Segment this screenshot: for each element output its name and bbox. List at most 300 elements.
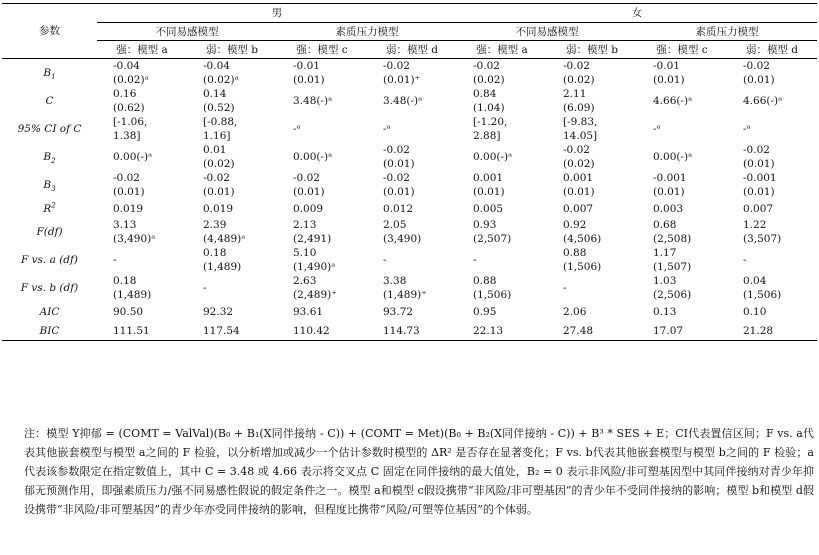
estimate-text: -0.02: [113, 172, 140, 184]
estimate-text: -0.02: [743, 144, 770, 156]
value-stack: [743, 324, 801, 338]
param-superscript: 2: [51, 201, 56, 209]
value-stack: [113, 171, 171, 199]
value-stack: [473, 59, 531, 87]
estimate-text: 0.13: [653, 305, 677, 318]
value-stack: [203, 305, 261, 319]
value-stack: [563, 246, 621, 274]
value-cell: [97, 321, 187, 341]
value-cell: [457, 143, 547, 171]
se-text: (0.01): [743, 74, 775, 86]
estimate-text: -0.001: [743, 172, 777, 184]
se-text: (3,507): [743, 233, 782, 245]
value-stack: [293, 171, 351, 199]
value-cell: [727, 246, 817, 274]
value-stack: [653, 202, 711, 216]
value-stack: [113, 150, 171, 164]
value-cell: [367, 302, 457, 321]
value-stack: [563, 324, 621, 338]
value-stack: [203, 218, 261, 246]
value-cell: [97, 274, 187, 302]
se-text: 1.16]: [203, 130, 231, 142]
value-stack: [383, 305, 441, 319]
value-stack: [293, 246, 351, 274]
estimate-text: 0.001: [563, 172, 594, 184]
value-stack: [293, 59, 351, 87]
value-cell: [727, 59, 817, 88]
estimate-text: 4.66(-)ᵃ: [743, 95, 783, 107]
param-name: 95% CI of C: [17, 123, 82, 135]
se-text: (3,490): [383, 233, 422, 245]
param-cell: [2, 321, 97, 341]
value-stack: [473, 115, 531, 143]
group-header: 素质压力模型: [277, 23, 457, 41]
estimate-text: 3.13: [113, 219, 137, 231]
value-cell: [367, 218, 457, 246]
estimate-text: -0.04: [113, 60, 140, 72]
estimate-text: -0.02: [383, 172, 410, 184]
value-cell: [727, 115, 817, 143]
table-note: [24, 424, 814, 519]
se-text: (1,489)⁺: [383, 289, 427, 301]
value-stack: [203, 171, 261, 199]
se-text: (1.04): [473, 102, 505, 114]
estimate-text: -: [743, 254, 747, 266]
value-cell: [277, 218, 367, 246]
value-stack: [653, 122, 711, 136]
estimate-text: 5.10: [293, 247, 317, 259]
param-cell: [2, 199, 97, 218]
value-cell: [637, 115, 727, 143]
table-row: [2, 143, 817, 171]
estimate-text: 90.50: [113, 305, 144, 318]
param-cell: [2, 218, 97, 246]
note-text: 注：模型 Y抑郁 = (COMT = ValVal)(B₀ + B₁(X同伴接纳 - C)) + (COMT = Met)(B₀ + B₂(X同伴接纳 - C)) + B³ * SES + E；CI代表置信区间；F vs. a代表其他嵌套模型与模型 a之间的 F 检验，以分析增加或减少一个估计参数时模型的 ΔR² 是否存在显著变化；F vs. b代表其他嵌套模型与模型 b之间的 F 检验；a代表该参数限定在指定数值上，其中 C = 3.48 或 4.66 表示将交叉点 C 固定在同伴接纳的最大值处，B₂ = 0 表示非风险/非可塑基因型中其同伴接纳对青少年抑郁无预测作用，即强素质压力/强不同易感性假说的假定条件之一。模型 a和模型 c假设携带“非风险/非可塑基因”的青少年不受同伴接纳的影响；模型 b和模型 d假设携带“非风险/非可塑基因”的青少年亦受同伴接纳的影响，但程度比携带“风险/可塑等位基因”的个体弱。: [24, 427, 814, 516]
estimate-text: -: [383, 254, 387, 266]
value-stack: [293, 305, 351, 319]
value-cell: [277, 246, 367, 274]
value-stack: [203, 143, 261, 171]
value-cell: [457, 302, 547, 321]
estimate-text: -0.001: [653, 172, 687, 184]
value-cell: [277, 115, 367, 143]
estimate-text: [-0.88,: [203, 116, 238, 128]
estimate-text: 93.61: [293, 305, 324, 318]
value-stack: [743, 218, 801, 246]
value-cell: [457, 274, 547, 302]
value-stack: [473, 87, 531, 115]
se-text: (1,506): [743, 289, 782, 301]
estimate-text: 0.88: [473, 275, 497, 287]
param-cell: [2, 274, 97, 302]
estimate-text: -0.01: [653, 60, 680, 72]
model-header: 强：模型 a: [97, 41, 187, 59]
value-cell: [367, 321, 457, 341]
estimate-text: 0.003: [653, 202, 684, 215]
estimate-text: 0.10: [743, 305, 767, 318]
value-stack: [383, 171, 441, 199]
estimate-text: -0.02: [563, 60, 590, 72]
param-cell: [2, 59, 97, 88]
estimate-text: -0.02: [383, 144, 410, 156]
estimate-text: 0.001: [473, 172, 504, 184]
value-cell: [547, 246, 637, 274]
estimate-text: 111.51: [113, 324, 150, 337]
value-cell: [637, 218, 727, 246]
param-cell: [2, 171, 97, 199]
estimate-text: 4.66(-)ᵃ: [653, 95, 693, 107]
estimate-text: 0.009: [293, 202, 324, 215]
value-stack: [743, 253, 801, 267]
value-stack: [113, 253, 171, 267]
table-body: [2, 59, 817, 341]
value-cell: [727, 171, 817, 199]
se-text: (0.02)ᵃ: [113, 74, 149, 86]
value-cell: [637, 274, 727, 302]
value-cell: [367, 87, 457, 115]
se-text: (4,489)ᵃ: [203, 233, 246, 245]
se-text: (1,489): [113, 289, 152, 301]
value-cell: [637, 302, 727, 321]
se-text: (1,490)ᵃ: [293, 261, 336, 273]
se-text: (2,491): [293, 233, 332, 245]
value-cell: [457, 59, 547, 88]
value-stack: [743, 202, 801, 216]
value-stack: [473, 274, 531, 302]
param-subscript: 1: [51, 73, 56, 82]
value-stack: [383, 122, 441, 136]
model-header: 弱：模型 b: [187, 41, 277, 59]
value-stack: [743, 171, 801, 199]
param-cell: [2, 115, 97, 143]
value-stack: [293, 324, 351, 338]
param-name: C: [45, 95, 54, 107]
estimate-text: 0.00(-)ᵃ: [653, 151, 693, 163]
value-stack: [743, 305, 801, 319]
value-cell: [97, 218, 187, 246]
value-stack: [113, 324, 171, 338]
estimate-text: -ᵃ: [743, 123, 751, 135]
estimate-text: -0.02: [383, 60, 410, 72]
value-cell: [277, 274, 367, 302]
value-cell: [367, 115, 457, 143]
value-stack: [473, 324, 531, 338]
model-header: 弱：模型 d: [367, 41, 457, 59]
value-stack: [653, 305, 711, 319]
value-stack: [113, 87, 171, 115]
value-cell: [277, 59, 367, 88]
estimate-text: 3.48(-)ᵃ: [383, 95, 423, 107]
value-stack: [113, 305, 171, 319]
model-header: 弱：模型 d: [727, 41, 817, 59]
se-text: (0.62): [113, 102, 145, 114]
se-text: (2,506): [653, 289, 692, 301]
table-row: [2, 246, 817, 274]
value-cell: [457, 115, 547, 143]
value-cell: [547, 115, 637, 143]
value-cell: [367, 199, 457, 218]
value-stack: [743, 274, 801, 302]
estimate-text: 0.68: [653, 219, 677, 231]
value-cell: [727, 87, 817, 115]
value-stack: [113, 59, 171, 87]
table-row: [2, 321, 817, 341]
value-stack: [563, 59, 621, 87]
value-cell: [97, 302, 187, 321]
value-cell: [727, 302, 817, 321]
estimate-text: 0.00(-)ᵃ: [293, 151, 333, 163]
model-header: 强：模型 c: [277, 41, 367, 59]
value-cell: [277, 143, 367, 171]
value-stack: [473, 218, 531, 246]
value-stack: [743, 143, 801, 171]
se-text: (0.02): [203, 158, 235, 170]
estimate-text: 2.05: [383, 219, 407, 231]
table-row: [2, 87, 817, 115]
estimate-text: 3.38: [383, 275, 407, 287]
se-text: (2,507): [473, 233, 512, 245]
value-cell: [277, 87, 367, 115]
value-cell: [547, 199, 637, 218]
value-cell: [97, 87, 187, 115]
value-stack: [563, 143, 621, 171]
value-stack: [473, 171, 531, 199]
value-cell: [727, 218, 817, 246]
estimate-text: 1.03: [653, 275, 677, 287]
se-text: (0.01): [203, 186, 235, 198]
value-stack: [113, 115, 171, 143]
value-cell: [547, 143, 637, 171]
value-cell: [367, 143, 457, 171]
value-stack: [113, 274, 171, 302]
estimate-text: 0.019: [203, 202, 234, 215]
se-text: 14.05]: [563, 130, 598, 142]
estimate-text: 0.18: [203, 247, 227, 259]
estimate-text: -ᵃ: [653, 123, 661, 135]
group-header: 不同易感模型: [457, 23, 637, 41]
value-stack: [383, 218, 441, 246]
estimate-text: 0.04: [743, 275, 767, 287]
se-text: (1,507): [653, 261, 692, 273]
se-text: (0.01): [383, 158, 415, 170]
se-text: (2,489)⁺: [293, 289, 337, 301]
param-name: F vs. b (df): [20, 282, 79, 294]
value-stack: [563, 218, 621, 246]
value-cell: [187, 171, 277, 199]
value-cell: [367, 171, 457, 199]
se-text: (0.01): [293, 186, 325, 198]
value-cell: [727, 274, 817, 302]
se-text: (4,506): [563, 233, 602, 245]
value-cell: [547, 321, 637, 341]
estimate-text: 21.28: [743, 324, 774, 337]
estimate-text: 17.07: [653, 324, 684, 337]
estimate-text: 0.01: [203, 144, 227, 156]
value-stack: [473, 253, 531, 267]
estimate-text: 3.48(-)ᵃ: [293, 95, 333, 107]
group-header: 素质压力模型: [637, 23, 817, 41]
value-stack: [293, 218, 351, 246]
estimate-text: 0.019: [113, 202, 144, 215]
value-cell: [97, 115, 187, 143]
value-stack: [383, 274, 441, 302]
param-header: 参数: [2, 4, 97, 59]
estimate-text: -: [473, 254, 477, 266]
value-stack: [743, 94, 801, 108]
value-stack: [563, 87, 621, 115]
value-stack: [293, 202, 351, 216]
model-header: 弱：模型 b: [547, 41, 637, 59]
param-name: AIC: [39, 305, 60, 318]
table-row: [2, 59, 817, 88]
estimate-text: 0.92: [563, 219, 587, 231]
se-text: (0.01): [383, 186, 415, 198]
value-cell: [457, 171, 547, 199]
male-header: 男: [97, 4, 457, 23]
value-stack: [383, 253, 441, 267]
param-cell: [2, 246, 97, 274]
estimate-text: 0.007: [743, 202, 774, 215]
value-cell: [187, 199, 277, 218]
se-text: (3,490)ᵃ: [113, 233, 156, 245]
table-row: [2, 302, 817, 321]
se-text: (0.01): [563, 186, 595, 198]
value-cell: [457, 87, 547, 115]
table-row: [2, 199, 817, 218]
value-cell: [547, 302, 637, 321]
value-stack: [203, 59, 261, 87]
value-cell: [187, 274, 277, 302]
estimate-text: -: [113, 254, 117, 266]
se-text: (0.02): [563, 158, 595, 170]
param-subscript: 2: [51, 157, 56, 166]
se-text: (2,508): [653, 233, 692, 245]
estimate-text: 0.00(-)ᵃ: [473, 151, 513, 163]
value-cell: [457, 321, 547, 341]
value-stack: [203, 281, 261, 295]
value-cell: [277, 199, 367, 218]
param-subscript: 3: [51, 185, 56, 194]
value-cell: [97, 199, 187, 218]
value-stack: [203, 246, 261, 274]
value-stack: [653, 150, 711, 164]
se-text: (0.52): [203, 102, 235, 114]
value-stack: [653, 324, 711, 338]
value-stack: [113, 218, 171, 246]
estimate-text: 93.72: [383, 305, 414, 318]
estimate-text: 2.63: [293, 275, 317, 287]
estimate-text: 2.39: [203, 219, 227, 231]
value-cell: [277, 302, 367, 321]
value-cell: [187, 302, 277, 321]
estimate-text: -0.02: [473, 60, 500, 72]
estimate-text: [-1.06,: [113, 116, 148, 128]
estimate-text: -: [563, 282, 567, 294]
value-cell: [727, 199, 817, 218]
value-stack: [653, 94, 711, 108]
regression-table: [2, 3, 817, 341]
value-cell: [457, 218, 547, 246]
estimate-text: 0.012: [383, 202, 414, 215]
estimate-text: 114.73: [383, 324, 420, 337]
value-stack: [743, 122, 801, 136]
model-header: 强：模型 c: [637, 41, 727, 59]
value-cell: [547, 59, 637, 88]
value-cell: [547, 218, 637, 246]
value-stack: [563, 281, 621, 295]
value-stack: [293, 150, 351, 164]
estimate-text: 0.007: [563, 202, 594, 215]
estimate-text: 1.17: [653, 247, 677, 259]
se-text: (0.01): [293, 74, 325, 86]
se-text: (0.02): [563, 74, 595, 86]
value-cell: [187, 59, 277, 88]
param-cell: [2, 87, 97, 115]
value-stack: [293, 274, 351, 302]
value-stack: [653, 171, 711, 199]
value-stack: [383, 202, 441, 216]
group-header: 不同易感模型: [97, 23, 277, 41]
female-header: 女: [457, 4, 817, 23]
estimate-text: 22.13: [473, 324, 504, 337]
value-stack: [203, 202, 261, 216]
se-text: 1.38]: [113, 130, 141, 142]
value-cell: [367, 59, 457, 88]
estimate-text: 0.95: [473, 305, 497, 318]
value-cell: [187, 321, 277, 341]
value-stack: [653, 59, 711, 87]
value-stack: [383, 324, 441, 338]
value-stack: [653, 218, 711, 246]
value-cell: [547, 274, 637, 302]
estimate-text: 0.16: [113, 88, 137, 100]
estimate-text: -ᵃ: [383, 123, 391, 135]
estimate-text: -0.02: [203, 172, 230, 184]
value-cell: [637, 199, 727, 218]
value-stack: [203, 87, 261, 115]
estimate-text: -0.02: [563, 144, 590, 156]
se-text: (1,489): [203, 261, 242, 273]
param-name: F(df): [36, 226, 63, 238]
estimate-text: 0.18: [113, 275, 137, 287]
value-cell: [367, 246, 457, 274]
value-stack: [473, 150, 531, 164]
se-text: (0.01)⁺: [383, 74, 421, 86]
value-cell: [277, 171, 367, 199]
param-name: B: [43, 179, 52, 191]
se-text: (0.02): [473, 74, 505, 86]
estimate-text: -ᵃ: [293, 123, 301, 135]
estimate-text: -0.04: [203, 60, 230, 72]
se-text: (0.01): [743, 186, 775, 198]
value-cell: [97, 143, 187, 171]
value-cell: [457, 199, 547, 218]
estimate-text: 0.93: [473, 219, 497, 231]
value-cell: [637, 171, 727, 199]
table-row: [2, 171, 817, 199]
estimate-text: 0.00(-)ᵃ: [113, 151, 153, 163]
estimate-text: -0.02: [743, 60, 770, 72]
estimate-text: [-9.83,: [563, 116, 598, 128]
value-stack: [203, 115, 261, 143]
value-cell: [637, 143, 727, 171]
value-cell: [547, 87, 637, 115]
value-stack: [473, 305, 531, 319]
estimate-text: -0.02: [293, 172, 320, 184]
value-cell: [187, 246, 277, 274]
param-cell: [2, 143, 97, 171]
param-name: B: [43, 67, 52, 79]
